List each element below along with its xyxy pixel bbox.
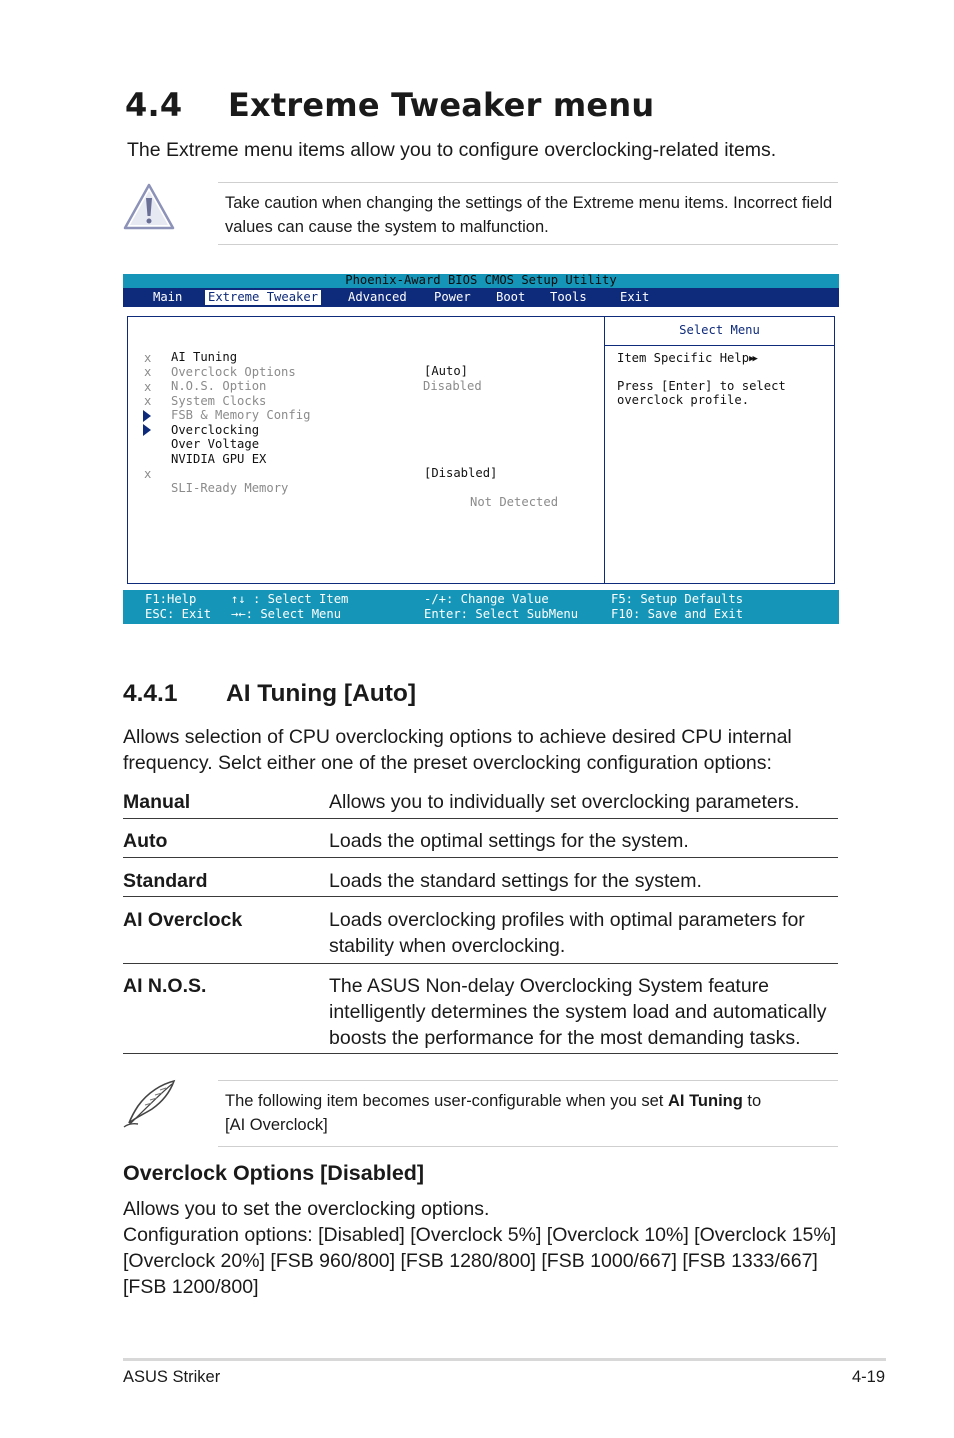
option-term: AI N.O.S. [123,975,207,997]
warning-triangle-icon [123,182,175,232]
option-desc: Loads the optimal settings for the system. [329,830,689,852]
caution-note [218,182,838,245]
bios-key-legend [123,590,839,624]
bios-menu-extreme-tweaker[interactable]: Extreme Tweaker [205,290,321,305]
key-change-value: -/+: Change Value [424,592,549,606]
help-heading [617,351,756,365]
help-title: Select Menu [679,323,760,337]
option-term: AI Overclock [123,909,243,931]
key-select-submenu: Enter: Select SubMenu [424,607,579,621]
bios-item-label: FSB & Memory Config [171,408,311,422]
caution-text: Take caution when changing the settings of the Extreme menu items. Incorrect field values can cause the system to malfunction. [225,194,833,236]
option-row-auto [123,828,838,858]
bios-item-label: Overclocking [171,422,260,437]
help-heading-text: Item Specific Help [617,351,750,365]
option-row-ai-nos [123,973,838,1054]
bios-item-label: System Clocks [171,393,267,408]
bios-help-panel [604,316,835,584]
bios-item-value: [Auto] [424,364,469,378]
subsection-title-text: AI Tuning [Auto] [226,680,417,707]
bios-title: Phoenix-Award BIOS CMOS Setup Utility [123,274,839,288]
bios-item-panel [127,316,605,584]
bios-item-label: SLI-Ready Memory [171,480,289,495]
note-line-1 [218,1089,838,1113]
help-divider [605,345,834,346]
key-save-exit: F10: Save and Exit [611,607,744,621]
option-row-manual [123,789,838,819]
bios-item-value: [Disabled] [424,465,498,480]
quill-pen-icon [122,1078,178,1130]
bios-menu-advanced[interactable]: Advanced [348,290,407,304]
overclock-options-line-2: Configuration options: [Disabled] [Overclock 5%] [Overclock 10%] [Overclock 15%] [Overclock 20%] [FSB 960/800] [FSB 1280/800] [FSB 1000/667] [FSB 1333/667] [FSB 1200/800] [123,1224,837,1298]
key-setup-defaults: F5: Setup Defaults [611,592,744,606]
key-esc-exit: ESC: Exit [145,607,212,621]
configurable-note [218,1080,838,1147]
bios-item-mark: x [144,365,152,379]
page-title [125,86,654,124]
subsection-number: 4.4.1 [123,680,178,707]
overclock-options-line-1: Allows you to set the overclocking options. [123,1198,490,1220]
bios-item-value: Not Detected [470,494,559,509]
option-row-standard [123,868,838,897]
bios-item-label: NVIDIA GPU EX [171,451,267,466]
bios-item-value: Disabled [423,378,482,393]
help-line-1: Press [Enter] to select [617,379,786,393]
option-desc: The ASUS Non-delay Overclocking System feature intelligently determines the system load and automatically boosts the performance for the most demanding tasks. [329,975,827,1049]
footer-page-number: 4-19 [852,1368,886,1386]
subsection-description: Allows selection of CPU overclocking options to achieve desired CPU internal frequency. Selct either one of the preset overclocking configuration options: [123,726,792,774]
bios-item-mark: x [144,394,152,408]
option-row-ai-overclock [123,907,838,964]
subsection-title [123,680,416,708]
note-bold-term: AI Tuning [667,1092,743,1110]
key-select-menu: →←: Select Menu [231,607,342,621]
section-intro: The Extreme menu items allow you to configure overclocking-related items. [127,139,777,161]
overclock-options-title: Overclock Options [Disabled] [123,1161,425,1185]
bios-item-mark: x [144,350,152,365]
footer-product: ASUS Striker [123,1368,221,1386]
double-arrow-icon: ▶▶ [749,354,756,364]
option-desc: Allows you to individually set overclocking parameters. [329,791,800,813]
option-desc: Loads the standard settings for the system. [329,870,702,892]
bios-menu-tools[interactable]: Tools [550,290,587,304]
bios-menubar [123,288,839,307]
bios-menu-boot[interactable]: Boot [496,290,526,304]
note-text-after: to [742,1092,762,1110]
option-desc: Loads overclocking profiles with optimal parameters for stability when overclocking. [329,909,805,957]
bios-item-label: AI Tuning [171,350,238,364]
bios-item-mark: x [144,466,152,481]
bios-body [123,307,839,590]
bios-menu-main[interactable]: Main [153,290,183,304]
section-title: Extreme Tweaker menu [228,86,655,124]
key-f1-help: F1:Help [145,592,197,606]
help-line-2: overclock profile. [617,393,750,407]
bios-item-label: N.O.S. Option [171,379,267,393]
option-term: Standard [123,870,208,892]
key-select-item: ↑↓ : Select Item [231,592,349,606]
option-term: Auto [123,830,168,852]
section-number: 4.4 [125,86,183,124]
bios-screenshot [123,274,839,624]
bios-item-label: Overclock Options [171,364,296,379]
bios-item-label: Over Voltage [171,437,260,451]
note-text-before: The following item becomes user-configurable when you set [225,1092,668,1110]
bios-menu-power[interactable]: Power [434,290,471,304]
bios-menu-exit[interactable]: Exit [620,290,650,304]
option-term: Manual [123,791,191,813]
bios-item-mark: x [144,379,152,394]
note-line-2: [AI Overclock] [225,1116,328,1134]
footer-divider [123,1358,886,1361]
